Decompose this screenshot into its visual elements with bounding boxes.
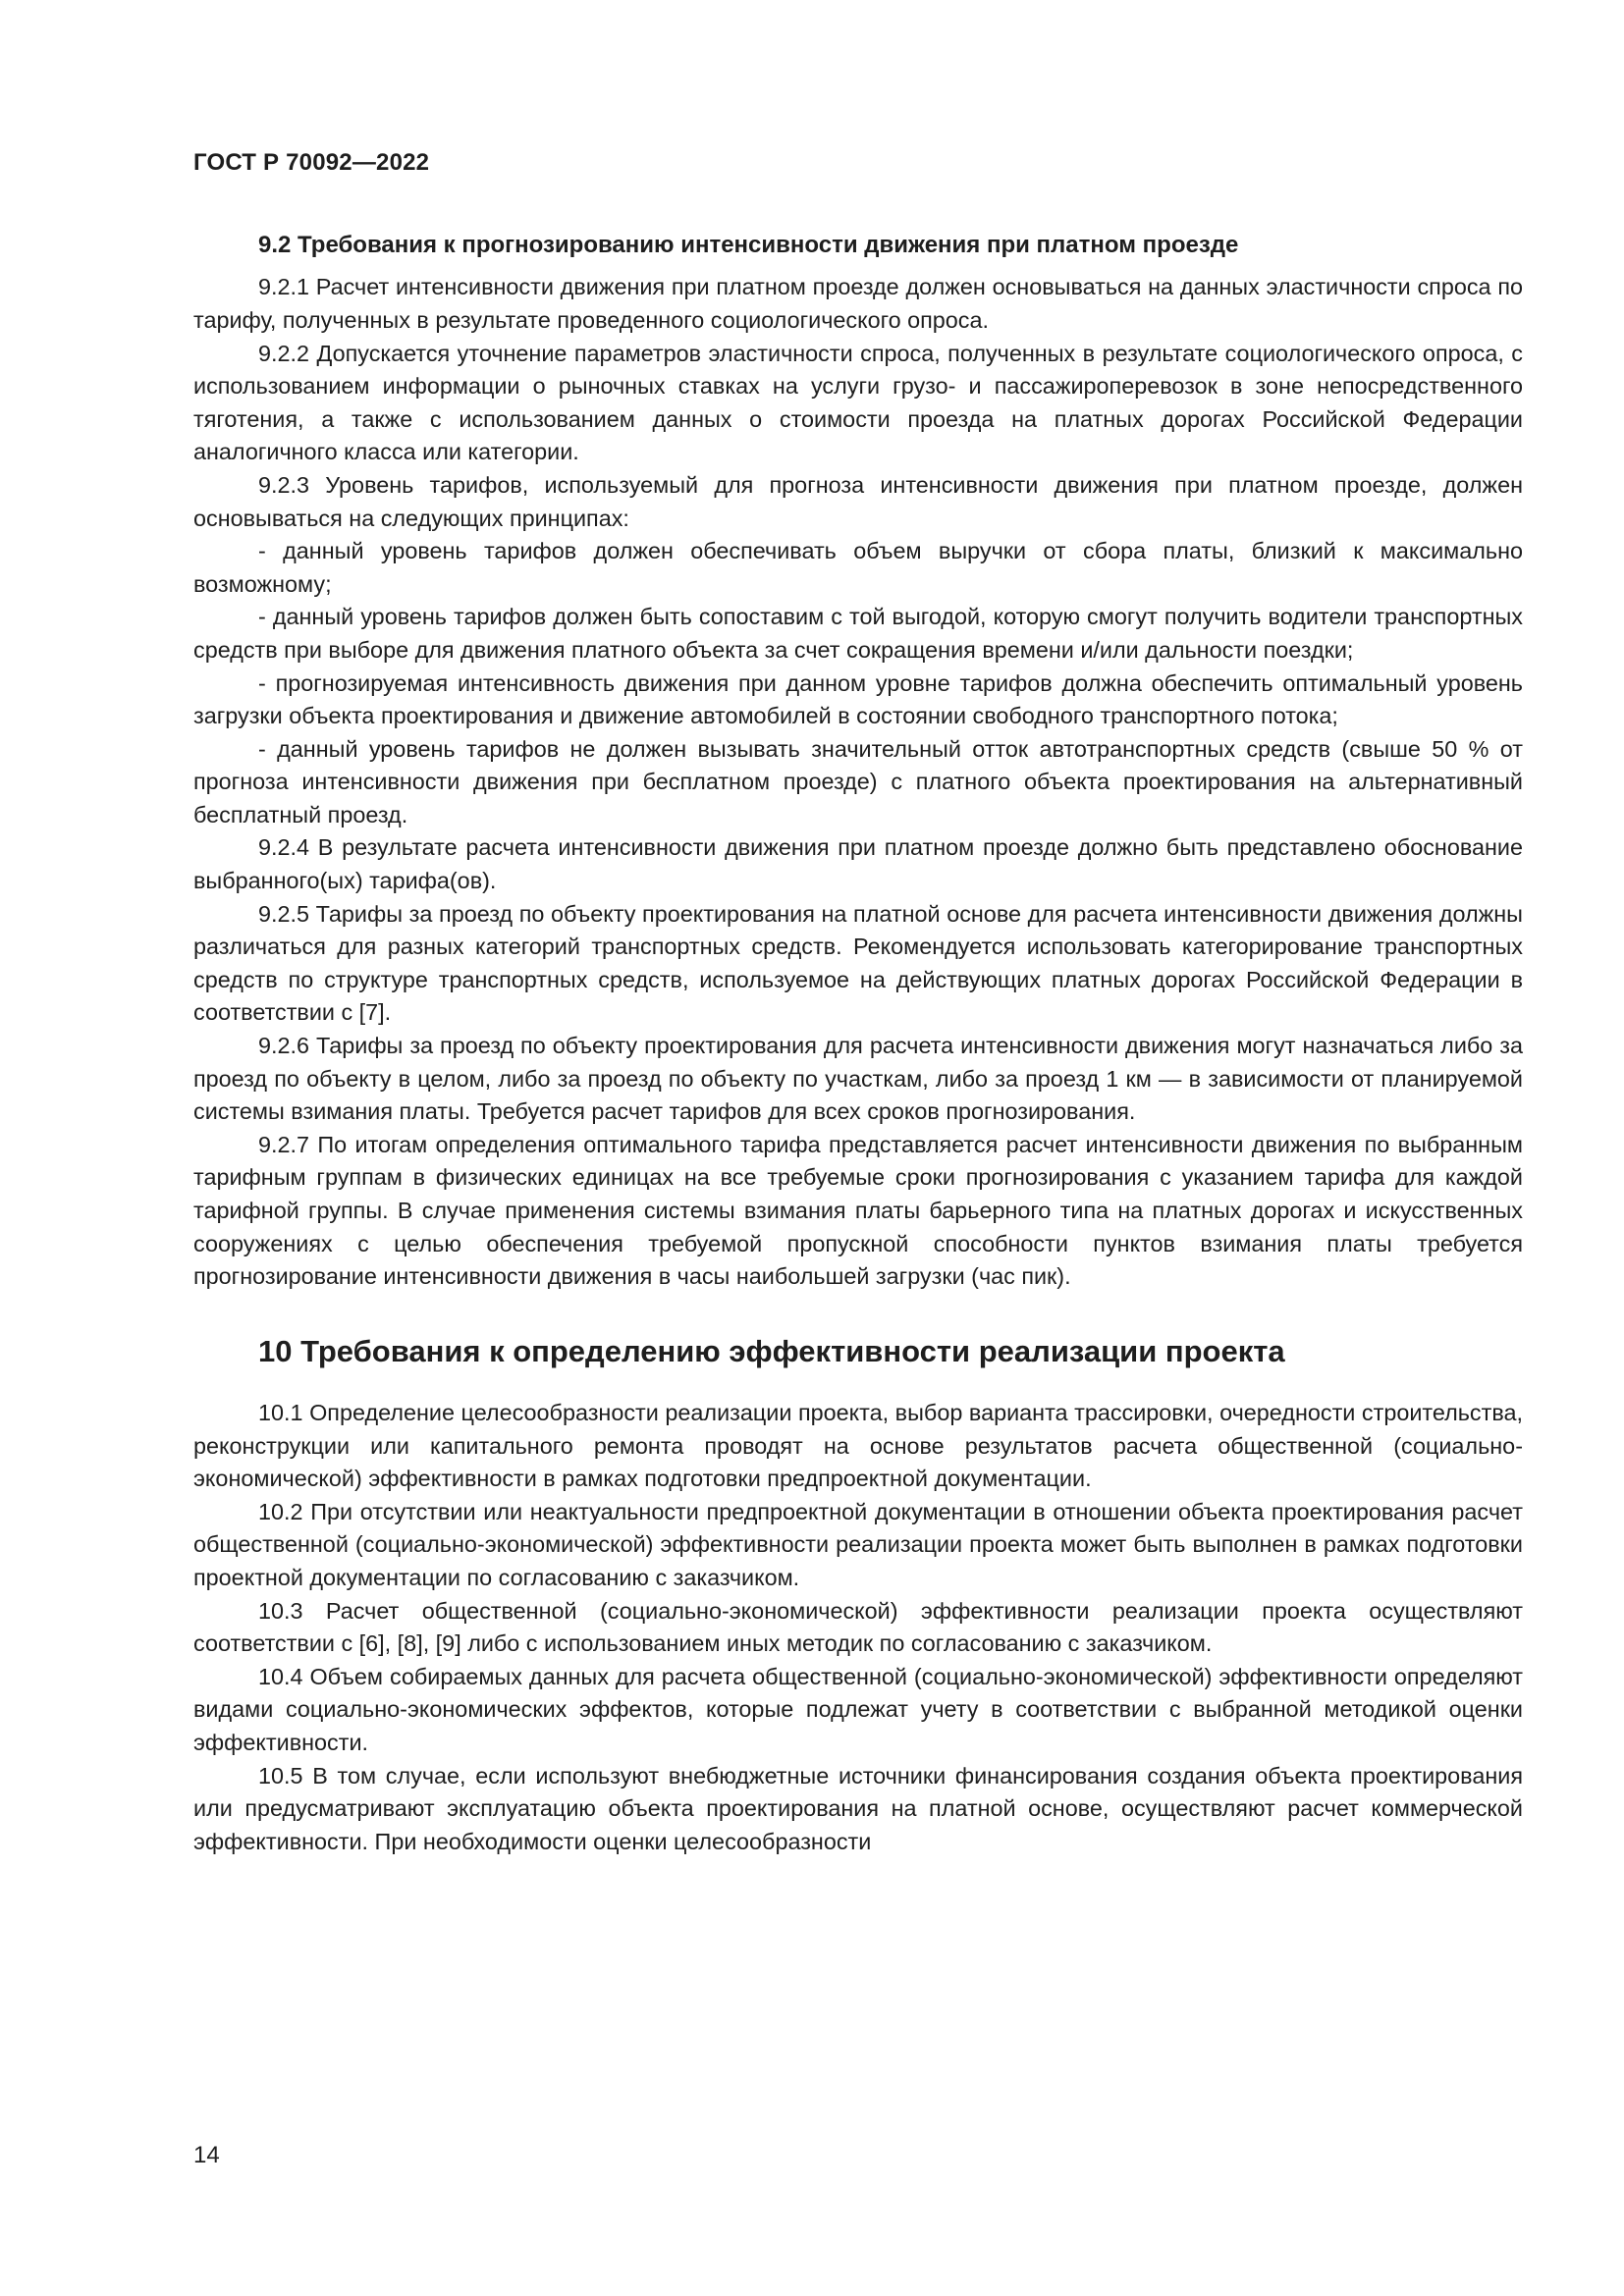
list-item-tariff-revenue: - данный уровень тарифов должен обеспечивать объем выручки от сбора платы, близкий к максимально возможному; [193,538,1523,597]
paragraph-10-2: 10.2 При отсутствии или неактуальности предпроектной документации в отношении объекта проектирования расчет общественной (социально-экономической) эффективности реализации проекта может быть выполнен в рамках подготовки проектной документации по согласованию с заказчиком. [193,1498,1523,1590]
section-title-10: 10 Требования к определению эффективности реализации проекта [258,1333,1285,1368]
paragraph-10-3: 10.3 Расчет общественной (социально-экономической) эффективности реализации проекта осуществляют соответствии с [6], [8], [9] либо с использованием иных методик по согласованию с заказчиком. [193,1597,1523,1657]
paragraph-10-4: 10.4 Объем собираемых данных для расчета общественной (социально-экономической) эффективности определяют видами социально-экономических эффектов, которые подлежат учету в соответствии с выбранной методикой оценки эффективности. [193,1663,1523,1755]
paragraph-9-2-3: 9.2.3 Уровень тарифов, используемый для прогноза интенсивности движения при платном проезде, должен основываться на следующих принципах: [193,471,1523,531]
document-body [193,230,1523,1858]
list-item-tariff-outflow: - данный уровень тарифов не должен вызывать значительный отток автотранспортных средств (свыше 50 % от прогноза интенсивности движения при бесплатном проезде) с платного объекта проектирования на альтернативный бесплатный проезд. [193,735,1523,828]
paragraph-9-2-7: 9.2.7 По итогам определения оптимального тарифа представляется расчет интенсивности движения по выбранным тарифным группам в физических единицах на все требуемые сроки прогнозирования с указанием тарифа для каждой тарифной группы. В случае применения системы взимания платы барьерного типа на платных дорогах и искусственных сооружениях с целью обеспечения требуемой пропускной способности пунктов взимания платы требуется прогнозирование интенсивности движения в часы наибольшей загрузки (час пик). [193,1131,1523,1290]
page-number: 14 [193,2142,220,2168]
list-item-tariff-benefit: - данный уровень тарифов должен быть сопоставим с той выгодой, которую смогут получить водители транспортных средств при выборе для движения платного объекта за счет сокращения времени и/или дальности поездки; [193,604,1523,663]
paragraph-9-2-5: 9.2.5 Тарифы за проезд по объекту проектирования на платной основе для расчета интенсивности движения должны различаться для разных категорий транспортных средств. Рекомендуется использовать категорирование транспортных средств по структуре транспортных средств, используемое на действующих платных дорогах Российской Федерации в соответствии с [7]. [193,900,1523,1026]
list-item-tariff-load: - прогнозируемая интенсивность движения при данном уровне тарифов должна обеспечить оптимальный уровень загрузки объекта проектирования и движение автомобилей в состоянии свободного транспортного потока; [193,669,1523,729]
document-code-header: ГОСТ Р 70092—2022 [193,149,430,176]
paragraph-9-2-2: 9.2.2 Допускается уточнение параметров эластичности спроса, полученных в результате социологического опроса, с использованием информации о рыночных ставках на услуги грузо- и пассажироперевозок в зоне непосредственного тяготения, а также с использованием данных о стоимости проезда на платных дорогах Российской Федерации аналогичного класса или категории. [193,340,1523,465]
paragraph-10-5: 10.5 В том случае, если используют внебюджетные источники финансирования создания объекта проектирования или предусматривают эксплуатацию объекта проектирования на платной основе, осуществляют расчет коммерческой эффективности. При необходимости оценки целесообразности [193,1762,1523,1854]
paragraph-9-2-6: 9.2.6 Тарифы за проезд по объекту проектирования для расчета интенсивности движения могут назначаться либо за проезд по объекту в целом, либо за проезд по объекту по участкам, либо за проезд 1 км — в зависимости от планируемой системы взимания платы. Требуется расчет тарифов для всех сроков прогнозирования. [193,1033,1523,1125]
paragraph-10-1: 10.1 Определение целесообразности реализации проекта, выбор варианта трассировки, очередности строительства, реконструкции или капитального ремонта проводят на основе результатов расчета общественной (социально-экономической) эффективности в рамках подготовки предпроектной документации. [193,1399,1523,1492]
subsection-title-9-2: 9.2 Требования к прогнозированию интенсивности движения при платном проезде [258,232,1239,258]
paragraph-9-2-4: 9.2.4 В результате расчета интенсивности движения при платном проезде должно быть представлено обоснование выбранного(ых) тарифа(ов). [193,834,1523,894]
paragraph-9-2-1: 9.2.1 Расчет интенсивности движения при платном проезде должен основываться на данных эластичности спроса по тарифу, полученных в результате проведенного социологического опроса. [193,274,1523,333]
